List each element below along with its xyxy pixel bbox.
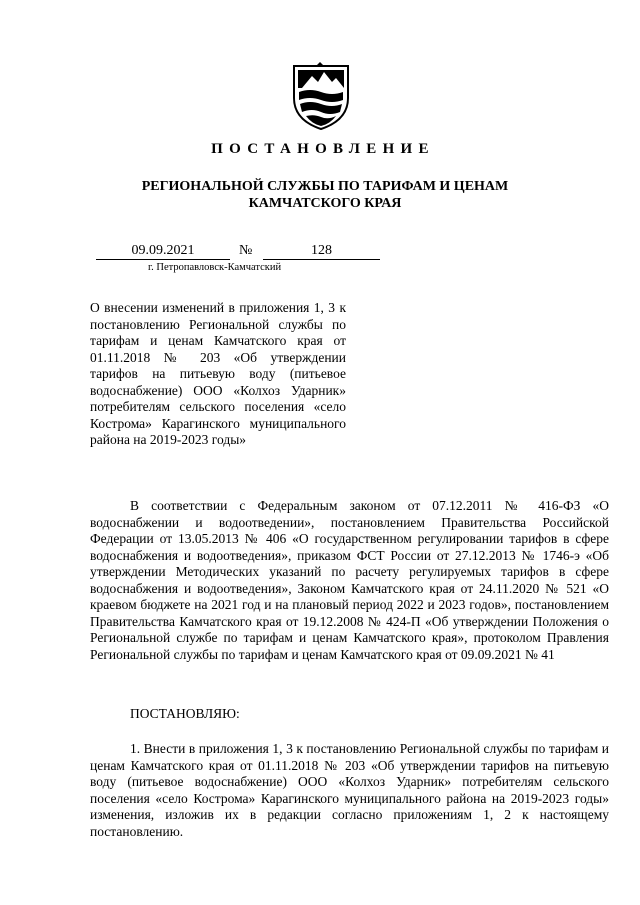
preamble-paragraph: В соответствии с Федеральным законом от 07.12.2011 № 416-ФЗ «О водоснабжении и водоотведении», постановлением Правительства Российской Федерации от 13.05.2013 № 406 «О государственном регулировании тарифов в сфере водоснабжения и водоотведения», приказом ФСТ России от 27.12.2013 № 1746-э «Об утверждении Методических указаний по расчету регулируемых тарифов в сфере водоснабжения и водоотведения», Законом Камчатского края от 24.11.2020 № 521 «О краевом бюджете на 2021 год и на плановый период 2022 и 2023 годов», постановлением Правительства Камчатского края от 19.12.2008 № 424-П «Об утверждении Положения о Региональной службе по тарифам и ценам Камчатского края», протоколом Правления Региональной службы по тарифам и ценам Камчатского края от 09.09.2021 № 41 xyxy=(90,498,609,662)
clause-1-paragraph: 1. Внести в приложения 1, 3 к постановлению Региональной службы по тарифам и ценам Камчатского края от 01.11.2018 № 203 «Об утверждении тарифов на питьевую воду (питьевое водоснабжение) ООО «Колхоз Ударник» потребителям сельского поселения «село Кострома» Карагинского муниципального района на 2019-2023 годы» изменения, изложив их в редакции согласно приложениям 1, 2 к настоящему постановлению. xyxy=(90,741,609,839)
number-sign: № xyxy=(239,243,253,258)
document-number: 128 xyxy=(263,242,380,260)
document-subject: О внесении изменений в приложения 1, 3 к постановлению Региональной службы по тарифам и ценам Камчатского края от 01.11.2018 № 203 «Об утверждении тарифов на питьевую воду (питьевое водоснабжение) ООО «Колхоз Ударник» потребителям сельского поселения «село Кострома» Карагинского муниципального района на 2019-2023 годы» xyxy=(90,300,346,447)
resolve-heading: ПОСТАНОВЛЯЮ: xyxy=(130,706,240,721)
issuing-authority xyxy=(0,178,640,212)
document-date: 09.09.2021 xyxy=(96,242,230,260)
document-place: г. Петропавловск-Камчатский xyxy=(148,262,282,273)
issuing-authority-line1: РЕГИОНАЛЬНОЙ СЛУЖБЫ ПО ТАРИФАМ И ЦЕНАМ xyxy=(141,179,509,194)
coat-of-arms-icon xyxy=(290,62,352,132)
document-type-title: ПОСТАНОВЛЕНИЕ xyxy=(211,141,435,157)
issuing-authority-line2: КАМЧАТСКОГО КРАЯ xyxy=(248,196,402,211)
